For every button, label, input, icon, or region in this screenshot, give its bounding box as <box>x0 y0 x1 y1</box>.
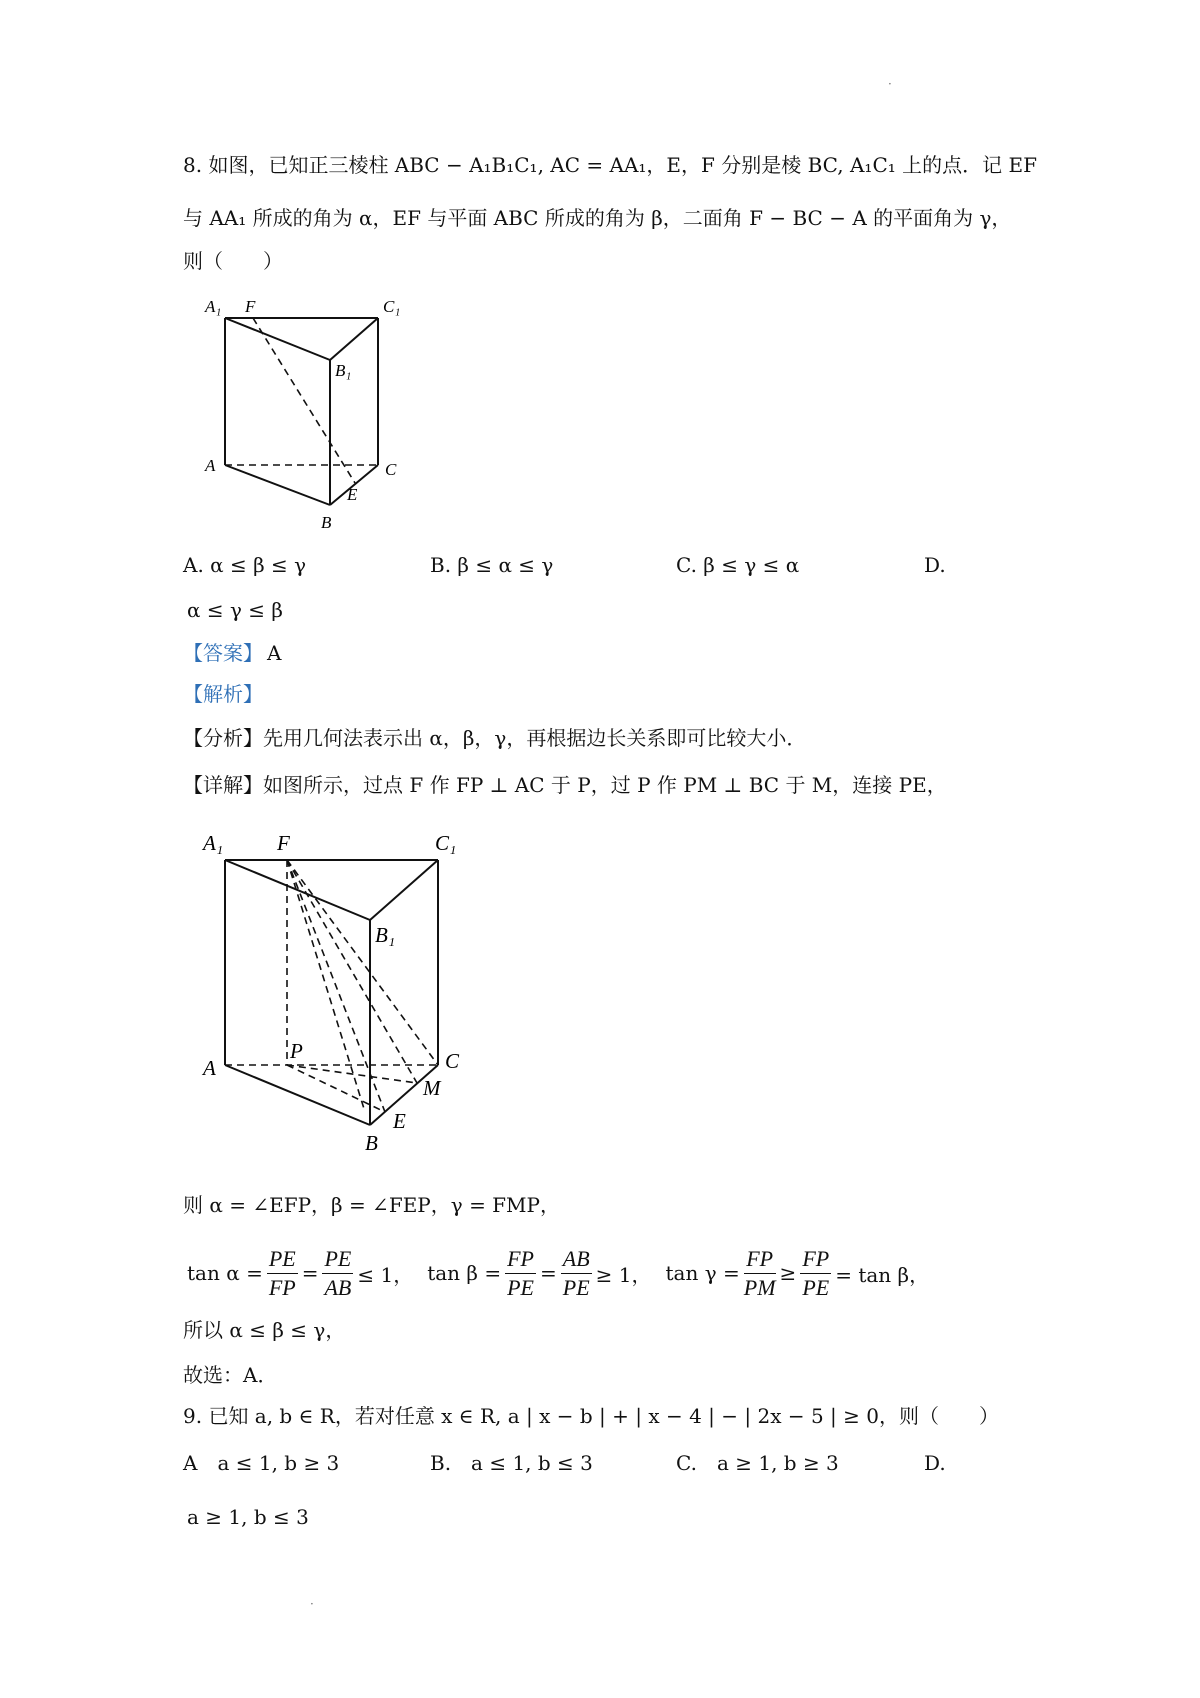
answer-line: 【答案】 A <box>183 641 282 665</box>
fraction-pe-ab: $\frac{PE}{AB}$ <box>324 1245 352 1300</box>
fraction-pe-fp: $\frac{PE}{FP}$ <box>268 1245 296 1300</box>
q8-line-1: 8. 如图，已知正三棱柱 ABC − A₁B₁C₁, AC = AA₁，E，F 分别是棱 BC, A₁C₁ 上的点．记 EF <box>183 153 1037 177</box>
prism-figure-2 <box>195 830 485 1164</box>
q8-line-3: 则（ ） <box>183 249 283 273</box>
tan-alpha-prefix: tan α = <box>187 1261 263 1285</box>
fraction-fp-pe: $\frac{FP}{PE}$ <box>507 1245 534 1300</box>
q8-option-b: B. β ≤ α ≤ γ <box>430 553 554 577</box>
fig2-label-A1: A₁ <box>203 831 224 855</box>
fig2-label-M: M <box>423 1076 441 1100</box>
tan-gamma-prefix: tan γ = <box>665 1261 740 1285</box>
fraction-ab-pe: $\frac{AB}{PE}$ <box>562 1245 590 1300</box>
fraction-fp-pe-2: $\frac{FP}{PE}$ <box>802 1245 830 1300</box>
fig2-label-F: F <box>277 831 290 855</box>
fig1-label-A1: A₁ <box>205 297 222 316</box>
fig2-label-C: C <box>445 1049 460 1073</box>
prism-figure-1 <box>195 290 425 544</box>
xiangjie-line: 【详解】如图所示，过点 F 作 FP ⊥ AC 于 P，过 P 作 PM ⊥ BC 于 M，连接 PE， <box>183 773 947 797</box>
tan-beta-prefix: tan β = <box>427 1261 502 1285</box>
q9-option-d-text: a ≥ 1, b ≤ 3 <box>187 1505 309 1529</box>
analysis-heading: 【解析】 <box>183 682 263 706</box>
top-dot: · <box>888 77 892 91</box>
tan-relations: tan α = $\frac{PE}{FP}$ = $\frac{PE}{AB}$ ≤ 1， tan β = $\frac{FP}{PE}$ = $\frac{AB}{PE}$ ≥ 1， tan γ = $\frac{FP}{PM}$ ≥ $\frac{FP}{PE}$ = tan β， <box>187 1245 930 1300</box>
fig2-label-P: P <box>290 1039 303 1063</box>
q9-option-b: B. a ≤ 1, b ≤ 3 <box>430 1451 593 1475</box>
fig2-label-B1: B₁ <box>375 923 396 947</box>
fig1-label-C: C <box>385 460 397 479</box>
fig2-label-A: A <box>203 1056 216 1080</box>
answer-value: A <box>267 641 282 665</box>
q9-line-1: 9. 已知 a, b ∈ R，若对任意 x ∈ R, a | x − b | + | x − 4 | − | 2x − 5 | ≥ 0，则（ ） <box>183 1404 999 1428</box>
conclusion-line: 所以 α ≤ β ≤ γ， <box>183 1318 346 1342</box>
bottom-dot: · <box>310 1597 314 1611</box>
choose-line: 故选：A． <box>183 1363 278 1387</box>
fenxi-line: 【分析】先用几何法表示出 α，β，γ，再根据边长关系即可比较大小． <box>183 726 807 750</box>
q9-option-c: C. a ≥ 1, b ≥ 3 <box>676 1451 839 1475</box>
fig1-label-F: F <box>245 297 256 316</box>
fig1-label-B1: B₁ <box>335 361 352 380</box>
q8-option-a: A. α ≤ β ≤ γ <box>183 553 307 577</box>
fig1-label-A: A <box>205 456 216 475</box>
q8-line-2: 与 AA₁ 所成的角为 α，EF 与平面 ABC 所成的角为 β，二面角 F − BC − A 的平面角为 γ， <box>183 206 1012 230</box>
fig1-label-C1: C₁ <box>383 297 401 316</box>
fig1-label-B: B <box>321 513 332 532</box>
q9-option-a: A a ≤ 1, b ≥ 3 <box>183 1451 340 1475</box>
q8-option-c: C. β ≤ γ ≤ α <box>676 553 800 577</box>
answer-label: 答案 <box>203 641 243 665</box>
angle-definitions: 则 α = ∠EFP，β = ∠FEP，γ = FMP， <box>183 1193 560 1217</box>
q9-option-d-label: D. <box>924 1451 946 1475</box>
q8-option-d-text: α ≤ γ ≤ β <box>187 598 283 622</box>
fig2-label-B: B <box>365 1131 378 1155</box>
q8-option-d-label: D. <box>924 553 946 577</box>
fraction-fp-pm: $\frac{FP}{PM}$ <box>743 1245 776 1300</box>
fig2-label-E: E <box>393 1109 406 1133</box>
fig1-label-E: E <box>347 485 358 504</box>
fig2-label-C1: C₁ <box>435 831 457 855</box>
